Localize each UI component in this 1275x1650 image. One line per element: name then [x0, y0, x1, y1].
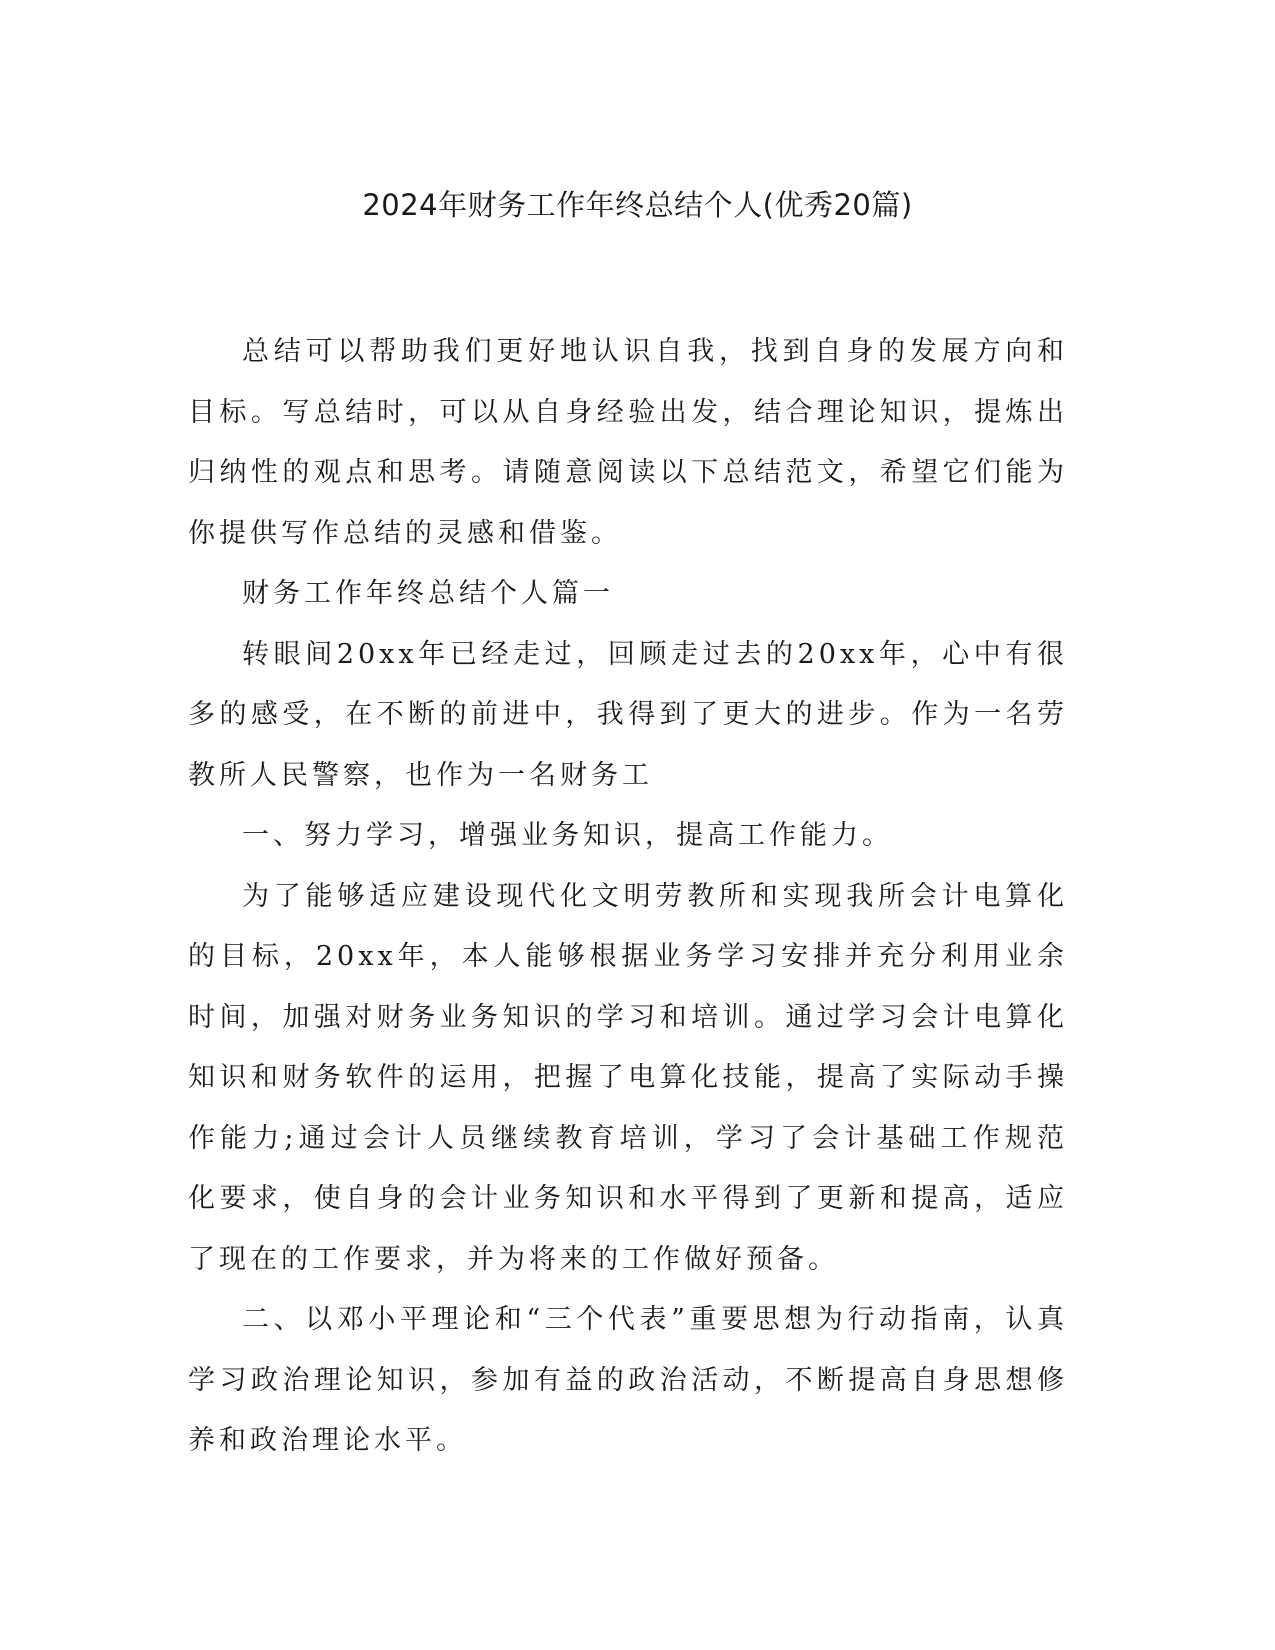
section-heading-part-one: 财务工作年终总结个人篇一 — [242, 578, 614, 609]
subheading-point-two: 二、以邓小平理论和“三个代表”重要思想为行动指南，认真学习政治理论知识，参加有益的政治活动，不断提高自身思想修养和政治理论水平。 — [188, 1304, 1068, 1456]
subheading-point-one: 一、努力学习，增强业务知识，提高工作能力。 — [242, 820, 893, 851]
document-body — [188, 322, 1068, 1472]
paragraph-point-one-detail: 为了能够适应建设现代化文明劳教所和实现我所会计电算化的目标，20xx年，本人能够根据业务学习安排并充分利用业余时间，加强对财务业务知识的学习和培训。通过学习会计电算化知识和财务软件的运用，把握了电算化技能，提高了实际动手操作能力;通过会计人员继续教育培训，学习了会计基础工作规范化要求，使自身的会计业务知识和水平得到了更新和提高，适应了现在的工作要求，并为将来的工作做好预备。 — [188, 880, 1068, 1275]
paragraph-part-one-opening: 转眼间20xx年已经走过，回顾走过去的20xx年，心中有很多的感受，在不断的前进中，我得到了更大的进步。作为一名劳教所人民警察，也作为一名财务工 — [188, 638, 1068, 791]
document-title: 2024年财务工作年终总结个人(优秀20篇) — [362, 188, 913, 222]
paragraph-intro: 总结可以帮助我们更好地认识自我，找到自身的发展方向和目标。写总结时，可以从自身经验出发，结合理论知识，提炼出归纳性的观点和思考。请随意阅读以下总结范文，希望它们能为你提供写作总结的灵感和借鉴。 — [188, 336, 1068, 549]
